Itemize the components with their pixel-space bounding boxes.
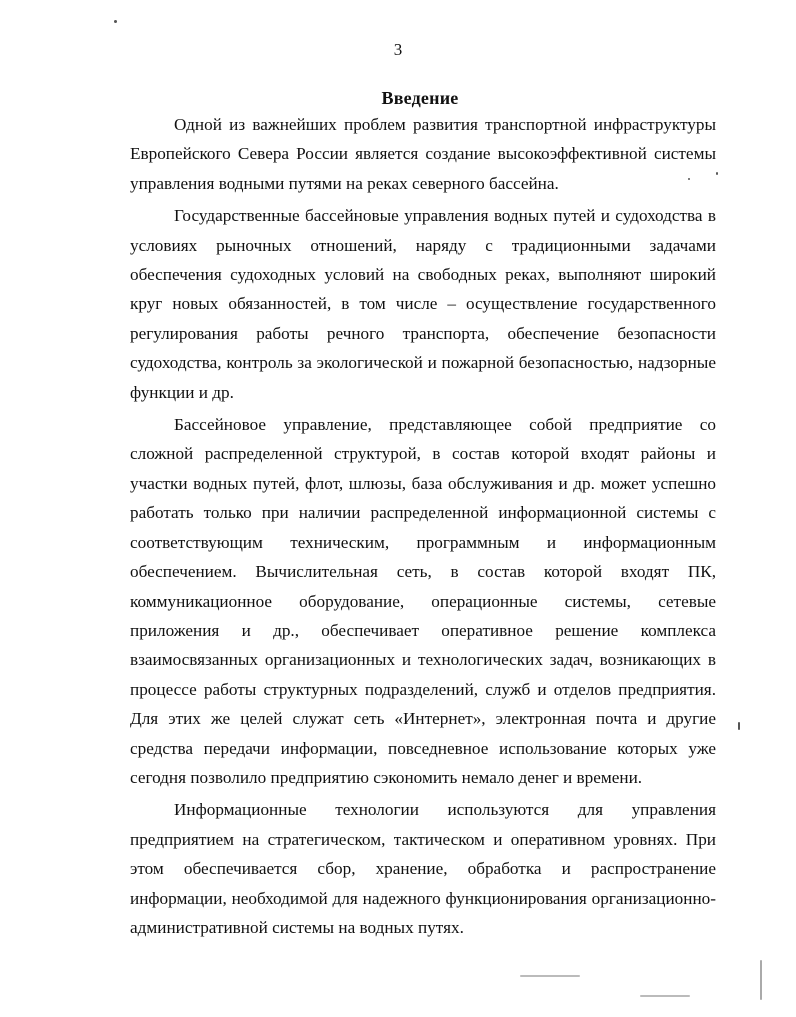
scan-speck [760, 960, 762, 1000]
scan-speck [688, 178, 690, 180]
page-title: Введение [381, 88, 459, 108]
paragraph-4: Информационные технологии используются для управления предприятием на стратегическом, тактическом и оперативном уровнях. При этом обеспечивается сбор, хранение, обработка и распространение информации, необходимой для надежного функционирования организационно-административной системы на водных путях. [130, 800, 716, 937]
scan-speck [520, 975, 580, 977]
paragraph-3: Бассейновое управление, представляющее собой предприятие со сложной распределенной структурой, в состав которой входят районы и участки водных путей, флот, шлюзы, база обслуживания и др. может успешно работать только при наличии распределенной информационной системы с соответствующим техническим, программным и информационным обеспечением. Вычислительная сеть, в состав которой входят ПК, коммуникационное оборудование, операционные системы, сетевые приложения и др., обеспечивает оперативное решение комплекса взаимосвязанных организационных и технологических задач, возникающих в процессе работы структурных подразделений, служб и отделов предприятия. Для этих же целей служат сеть «Интернет», электронная почта и другие средства передачи информации, повседневное использование которых уже сегодня позволило предприятию сэкономить немало денег и времени. [130, 415, 716, 787]
scan-speck [640, 995, 690, 997]
document-body [130, 110, 716, 945]
page-number: 3 [393, 40, 403, 59]
paragraph-2: Государственные бассейновые управления водных путей и судоходства в условиях рыночных отношений, наряду с традиционными задачами обеспечения судоходных условий на свободных реках, выполняют широкий круг новых обязанностей, в том числе – осуществление государственного регулирования работы речного транспорта, обеспечение безопасности судоходства, контроль за экологической и пожарной безопасностью, надзорные функции и др. [130, 206, 716, 402]
scan-speck [716, 172, 718, 175]
scan-speck [738, 722, 740, 730]
scan-speck [114, 20, 117, 23]
paragraph-1: Одной из важнейших проблем развития транспортной инфраструктуры Европейского Севера России является создание высокоэффективной системы управления водными путями на реках северного бассейна. [130, 115, 716, 193]
